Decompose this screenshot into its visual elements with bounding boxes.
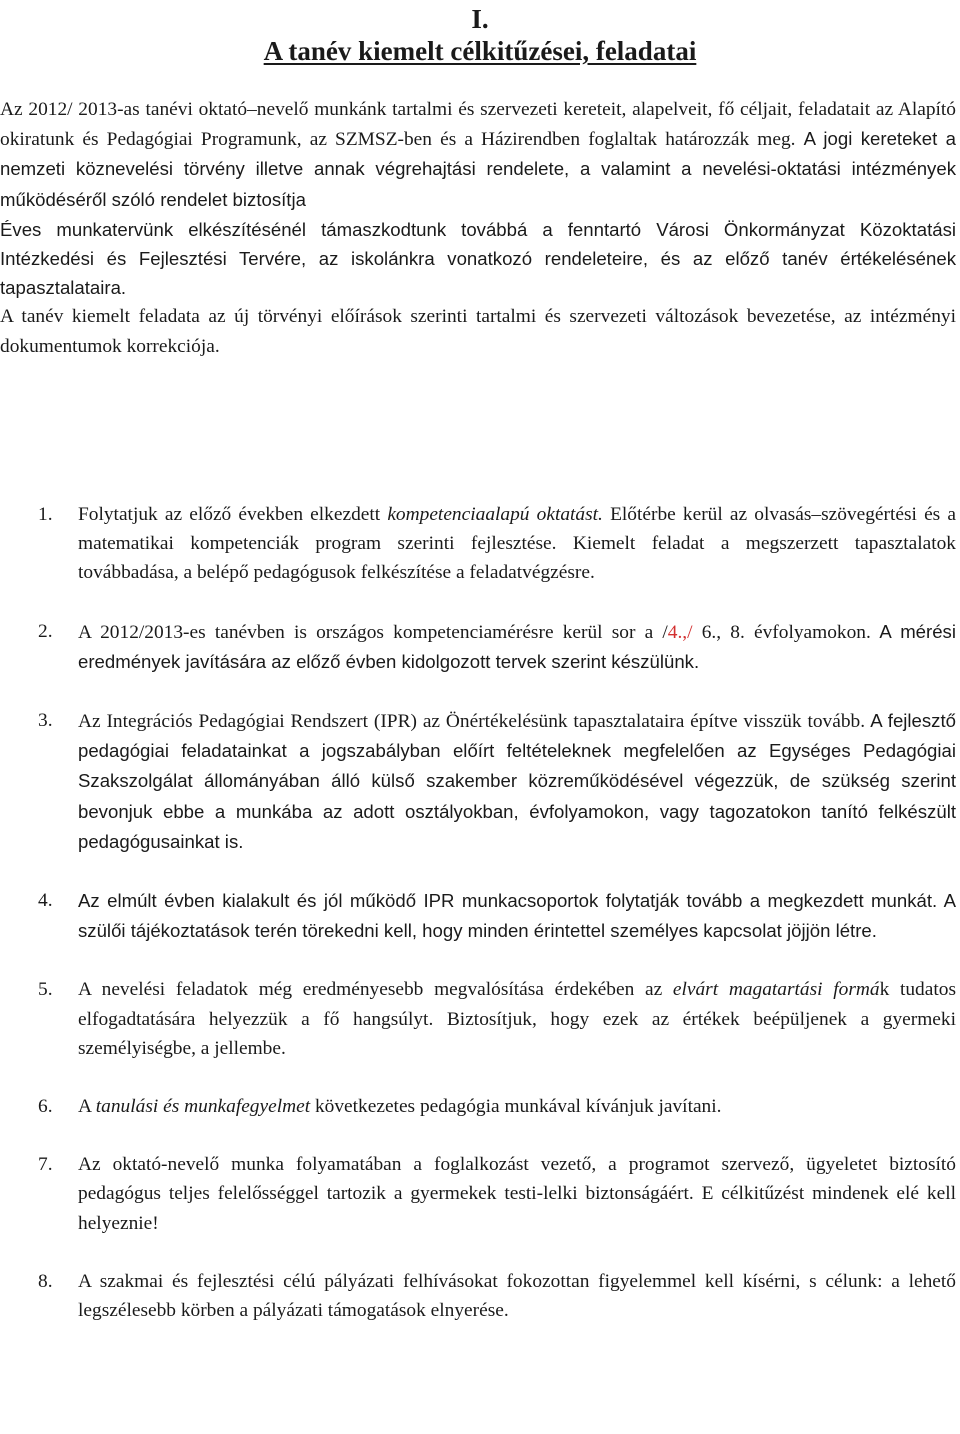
item-text: A szakmai és fejlesztési célú pályázati felhívásokat fokozottan figyelemmel kell kísérni, s célunk: a lehető legszélesebb körben a pályázati támogatások elnyerése. — [78, 1270, 956, 1322]
chapter-number: I. — [471, 4, 489, 34]
item-number: 3. — [38, 710, 53, 732]
list-item-2 — [0, 617, 956, 677]
item-italic-text: tanulási és munkafegyelmet — [95, 1096, 311, 1118]
item-text-cont: k tudatos elfogadtatására helyezzük a fő hangsúlyt. Biztosítjuk, hogy ezek az értékek beépüljenek a gyermeki személyiségbe, a jellembe. — [78, 979, 956, 1059]
list-item-1 — [0, 500, 956, 588]
list-item-5 — [0, 975, 956, 1063]
item-text-cont: Előtérbe kerül az olvasás–szövegértési és a matematikai kompetenciák program szerinti fejlesztése. Kiemelt feladat a megszerzett tapasztalatok továbbadása, a belépő pedagógusok felkészítése a feladatvégzésre. — [78, 504, 956, 584]
item-number: 6. — [38, 1096, 53, 1118]
list-item-8 — [0, 1267, 956, 1325]
item-number: 2. — [38, 620, 53, 642]
item-text: Az elmúlt évben kialakult és jól működő IPR munkacsoportok folytatják tovább a megkezdett munkát. A szülői tájékoztatások terén törekedni kell, hogy minden érintettel személyes kapcsolat jöjjön létre. — [78, 890, 956, 942]
item-number: 5. — [38, 979, 53, 1001]
item-text-cont: 6., 8. évfolyamokon. — [692, 621, 871, 643]
item-number: 1. — [38, 504, 53, 525]
item-text-cont: következetes pedagógia munkával kívánjuk javítani. — [310, 1096, 722, 1118]
item-text: A 2012/2013-es tanévben is országos kompetenciamérésre kerül sor a / — [78, 621, 668, 643]
list-item-4 — [0, 886, 956, 946]
item-text-sans: A fejlesztő pedagógiai feladatainkat a jogszabályban előírt feltételeknek megfelelően az Egységes Pedagógiai Szakszolgálat állományában álló külső szakember közreműködésével végezzük, de szükség szerint bevonjuk ebbe a munkába az adott osztályokban, évfolyamokon, vagy tagozatokon tanító felkészült pedagógusainkat is. — [78, 710, 956, 852]
item-text-sans: A mérési eredmények javítására az előző évben kidolgozott tervek szerint készülünk. — [78, 620, 956, 672]
list-item-7 — [0, 1150, 956, 1238]
intro-paragraph-1 — [0, 95, 956, 215]
list-item-3 — [0, 706, 956, 857]
item-text: A nevelési feladatok még eredményesebb megvalósítása érdekében az — [78, 979, 673, 1001]
item-italic-text: elvárt magatartási formá — [672, 979, 880, 1001]
chapter-title: A tanév kiemelt célkitűzései, feladatai — [263, 36, 697, 66]
intro-section — [0, 95, 956, 361]
item-text: Folytatjuk az előző években elkezdett — [78, 504, 388, 525]
list-item-6 — [0, 1092, 956, 1121]
intro-paragraph-3: A tanév kiemelt feladata az új törvényi előírások szerinti tartalmi és szervezeti változások bevezetése, az intézményi dokumentumok korrekciója. — [0, 306, 956, 357]
item-text: Az Integrációs Pedagógiai Rendszert (IPR) az Önértékelésünk tapasztalataira építve visszük tovább. — [78, 711, 866, 733]
item-italic-text: kompetenciaalapú oktatást. — [387, 504, 603, 525]
item-text: A — [78, 1096, 96, 1118]
item-text: Az oktató-nevelő munka folyamatában a foglalkozást vezető, a programot szervező, ügyeletet biztosító pedagógus teljes felelősséggel tartozik a gyermekek testi-lelki biztonságáért. E célkitűzést mindenek elé kell helyeznie! — [78, 1154, 956, 1234]
item-number: 4. — [38, 890, 53, 912]
item-number: 8. — [38, 1270, 53, 1292]
task-list — [0, 500, 956, 1354]
item-number: 7. — [38, 1154, 53, 1176]
intro-paragraph-2: Éves munkatervünk elkészítésénél támaszkodtunk továbbá a fenntartó Városi Önkormányzat Közoktatási Intézkedési és Fejlesztési Tervére, az iskolánkra vonatkozó rendeleteire, és az előző tanév értékelésének tapasztalataira. — [0, 218, 956, 299]
highlighted-text: 4.,/ — [667, 621, 693, 643]
intro-sentence-1: Az 2012/ 2013-as tanévi oktató–nevelő munkánk tartalmi és szervezeti kereteit, alapelveit, fő céljait, feladatait az Alapító okiratunk és Pedagógiai Programunk, az SZMSZ-ben és a Házirendben foglaltak határozzák meg. — [0, 99, 956, 151]
intro-sentence-2: A jogi kereteket a nemzeti köznevelési törvény illetve annak végrehajtási rendelete, a valamint a nevelési-oktatási intézmények működéséről szóló rendelet biztosítja — [0, 128, 956, 210]
